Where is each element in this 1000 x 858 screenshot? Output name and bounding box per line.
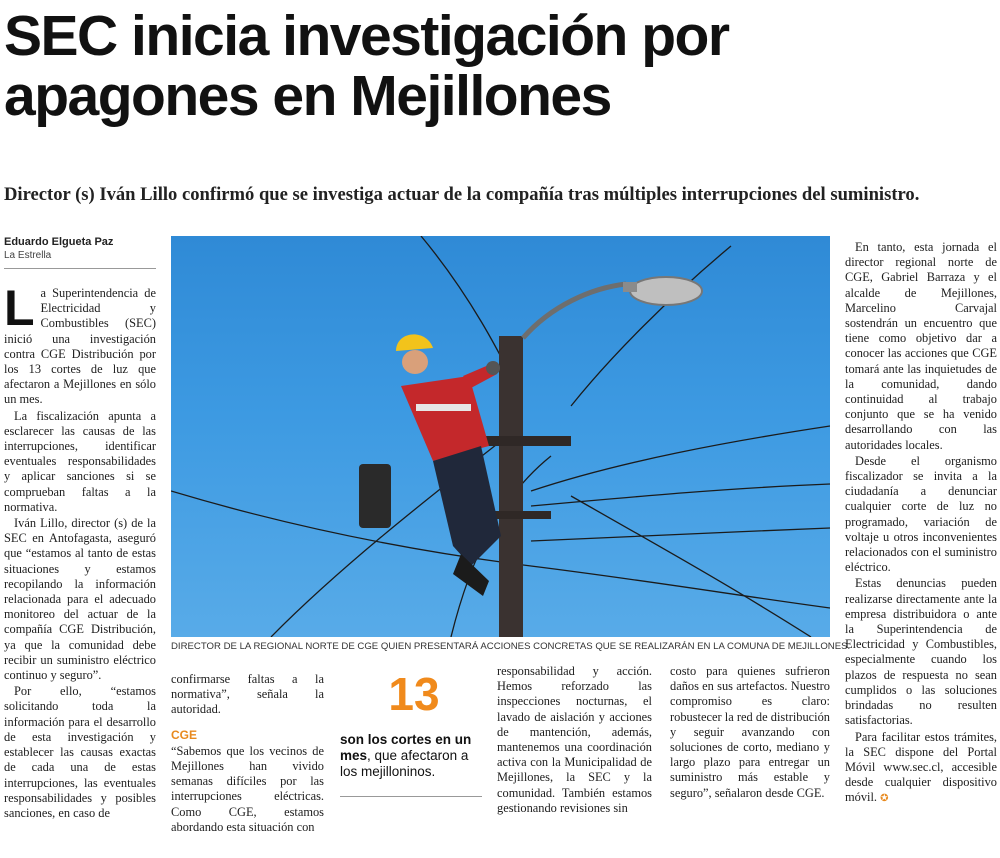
paragraph-final-text: Para facilitar estos trámites, la SEC dispone del Portal Móvil www.sec.cl, accesible desde cualquier dispositivo móvil. xyxy=(845,729,997,805)
article-photo xyxy=(171,236,830,637)
byline-publication: La Estrella xyxy=(4,250,52,261)
subheadline: Director (s) Iván Lillo confirmó que se investiga actuar de la compañía tras múltiples interrupciones del suministro. xyxy=(4,184,920,205)
paragraph: “Sabemos que los vecinos de Mejillones han vivido semanas difíciles por las interrupciones eléctricas. Como CGE, estamos abordando esta situación con xyxy=(171,743,324,834)
paragraph: Por ello, “estamos solicitando toda la información para el desarrollo de esta investigación y establecer las causas exactas de cada una de estas interrupciones, las eventuales responsabilidades y posibles sanciones, en caso de xyxy=(4,684,156,820)
fact-number: 13 xyxy=(388,668,440,720)
fact-text-bold: son los cortes en un mes xyxy=(340,732,472,763)
worker-helmet xyxy=(396,334,433,351)
headline-line-2: apagones en Mejillones xyxy=(4,64,611,128)
article-column-5 xyxy=(845,240,997,808)
dropcap: L xyxy=(4,280,35,336)
end-of-article-icon: ✪ xyxy=(880,793,889,805)
paragraph: confirmarse faltas a la normativa”, señala la autoridad. xyxy=(171,672,324,717)
street-lamp xyxy=(630,277,702,305)
paragraph-lead-text: a Superintendencia de Electricidad y Combustibles (SEC) inició una investigación contra CGE Distribución por los 13 cortes de luz que afectaron a Mejillones en sólo un mes. xyxy=(4,286,156,407)
paragraph: Desde el organismo fiscalizador se invita a la ciudadanía a denunciar cualquier corte de luz no programado, variación de voltaje u otros inconvenientes relacionados con el suministro eléctrico. xyxy=(845,453,997,575)
article-column-4 xyxy=(670,664,830,802)
byline-author: Eduardo Elgueta Paz xyxy=(4,236,114,248)
byline-divider xyxy=(4,268,156,269)
paragraph: costo para quienes sufrieron daños en sus artefactos. Nuestro compromiso es claro: robustecer la red de distribución y seguir avanzando con soluciones de corto, mediano y largo plazo para entregar un suministro más estable y seguro”, señalaron desde CGE. xyxy=(670,664,830,800)
paragraph-lead xyxy=(4,280,156,408)
utility-pole xyxy=(499,336,523,637)
fact-text-rest: , que afectaron a los mejilloninos. xyxy=(340,748,469,779)
article-column-1 xyxy=(4,280,156,822)
paragraph: En tanto, esta jornada el director regional norte de CGE, Gabriel Barraza y el alcalde de Mejillones, Marcelino Carvajal sostendrán un encuentro que tiene como objetivo dar a conocer las acciones que CGE tomará ante las inquietudes de la comunidad, dando continuidad al trabajo conjunto que se ha venido desarrollando con las autoridades locales. xyxy=(845,240,997,452)
paragraph: responsabilidad y acción. Hemos reforzado las inspecciones nocturnas, el lavado de aislación y acciones de mantención, además, mantenemos una coordinación activa con la Municipalidad de Mejillones, la SEC y la comunidad. También estamos gestionando revisiones sin xyxy=(497,664,652,815)
paragraph: Iván Lillo, director (s) de la SEC en Antofagasta, aseguró que “estamos al tanto de estas situaciones y estamos recopilando la información relacionada para el adecuado monitoreo del actuar de la compañía CGE Distribución, ya que la comunidad debe recibir un suministro eléctrico continuo y seguro”. xyxy=(4,516,156,683)
section-label: CGE xyxy=(171,727,198,742)
article-column-3 xyxy=(497,664,652,817)
fact-text xyxy=(340,732,488,780)
photo-caption: DIRECTOR DE LA REGIONAL NORTE DE CGE QUIEN PRESENTARÁ ACCIONES CONCRETAS QUE SE REALIZARÁN EN LA COMUNA DE MEJILLONES. xyxy=(171,641,851,652)
tool-bag xyxy=(359,464,391,528)
fact-divider xyxy=(340,796,482,797)
paragraph: Estas denuncias pueden realizarse directamente ante la empresa distribuidora o ante la Superintendencia de Electricidad y Combustibles, especialmente cuando los plazos de respuesta no sean cumplidos o las soluciones brindadas no resulten satisfactorias. xyxy=(845,576,997,728)
paragraph: La fiscalización apunta a esclarecer las causas de las interrupciones, identificar eventuales responsabilidades y aplicar sanciones si se comprueban faltas a la normativa. xyxy=(4,408,156,514)
article-column-2 xyxy=(171,672,324,836)
headline xyxy=(4,6,994,126)
fact-box xyxy=(340,670,488,780)
headline-line-1: SEC inicia investigación por xyxy=(4,4,729,68)
paragraph-final xyxy=(845,730,997,807)
worker-pants xyxy=(433,446,501,566)
byline xyxy=(4,236,156,262)
lineman-on-utility-pole-photo xyxy=(171,236,830,637)
